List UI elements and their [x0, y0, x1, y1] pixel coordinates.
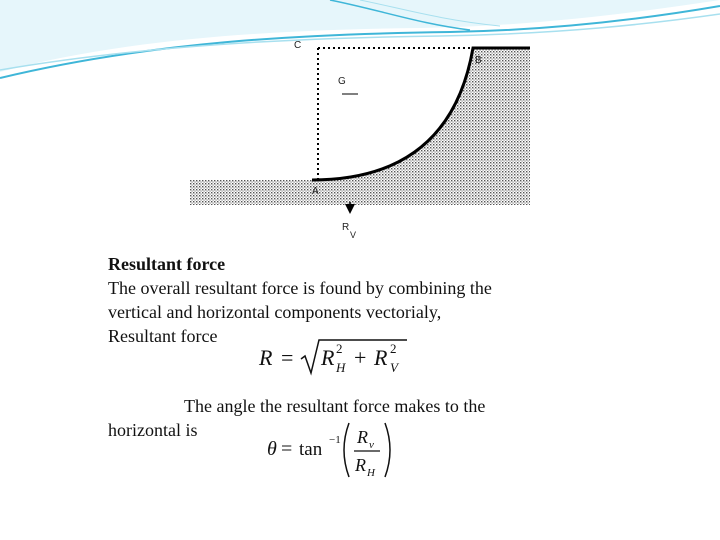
formula-theta: θ — [267, 438, 277, 460]
label-v: V — [350, 230, 357, 240]
curved-surface-diagram — [190, 30, 535, 245]
formula-rh-sup: 2 — [336, 341, 343, 356]
formula-resultant — [255, 335, 415, 380]
formula-rh: R — [321, 345, 335, 370]
label-g: G — [338, 76, 346, 87]
formula-r-lhs: R — [259, 345, 273, 370]
formula-rh-sub: H — [336, 360, 346, 375]
formula-plus: + — [354, 345, 367, 370]
formula-angle-equals: = — [281, 438, 293, 460]
label-c: C — [294, 40, 302, 51]
formula-rv-sup: 2 — [390, 341, 397, 356]
angle-text-line-2: horizontal is — [108, 420, 198, 440]
formula-num-sub: v — [369, 439, 374, 451]
formula-equals: = — [281, 345, 294, 370]
formula-tan-sup: −1 — [329, 434, 341, 446]
text-line-3: Resultant force — [108, 326, 218, 346]
solid-region — [190, 48, 530, 205]
formula-tan: tan — [299, 439, 323, 460]
formula-rv: R — [374, 345, 388, 370]
formula-rv-sub: V — [390, 360, 398, 375]
label-b: B — [475, 55, 482, 66]
left-paren — [344, 423, 349, 477]
label-a: A — [312, 186, 319, 197]
angle-text-line-1: The angle the resultant force makes to the — [184, 396, 486, 416]
formula-den-sub: H — [367, 467, 375, 479]
section-heading: Resultant force — [108, 254, 226, 274]
formula-num-r: R — [357, 427, 368, 447]
formula-den-r: R — [355, 455, 366, 475]
text-line-1: The overall resultant force is found by combining the — [108, 278, 492, 298]
rv-arrow-head — [345, 204, 355, 214]
text-block — [108, 252, 588, 348]
label-r: R — [342, 222, 350, 233]
right-paren — [385, 423, 390, 477]
text-line-2: vertical and horizontal components vectorialy, — [108, 302, 442, 322]
formula-angle — [265, 415, 405, 485]
